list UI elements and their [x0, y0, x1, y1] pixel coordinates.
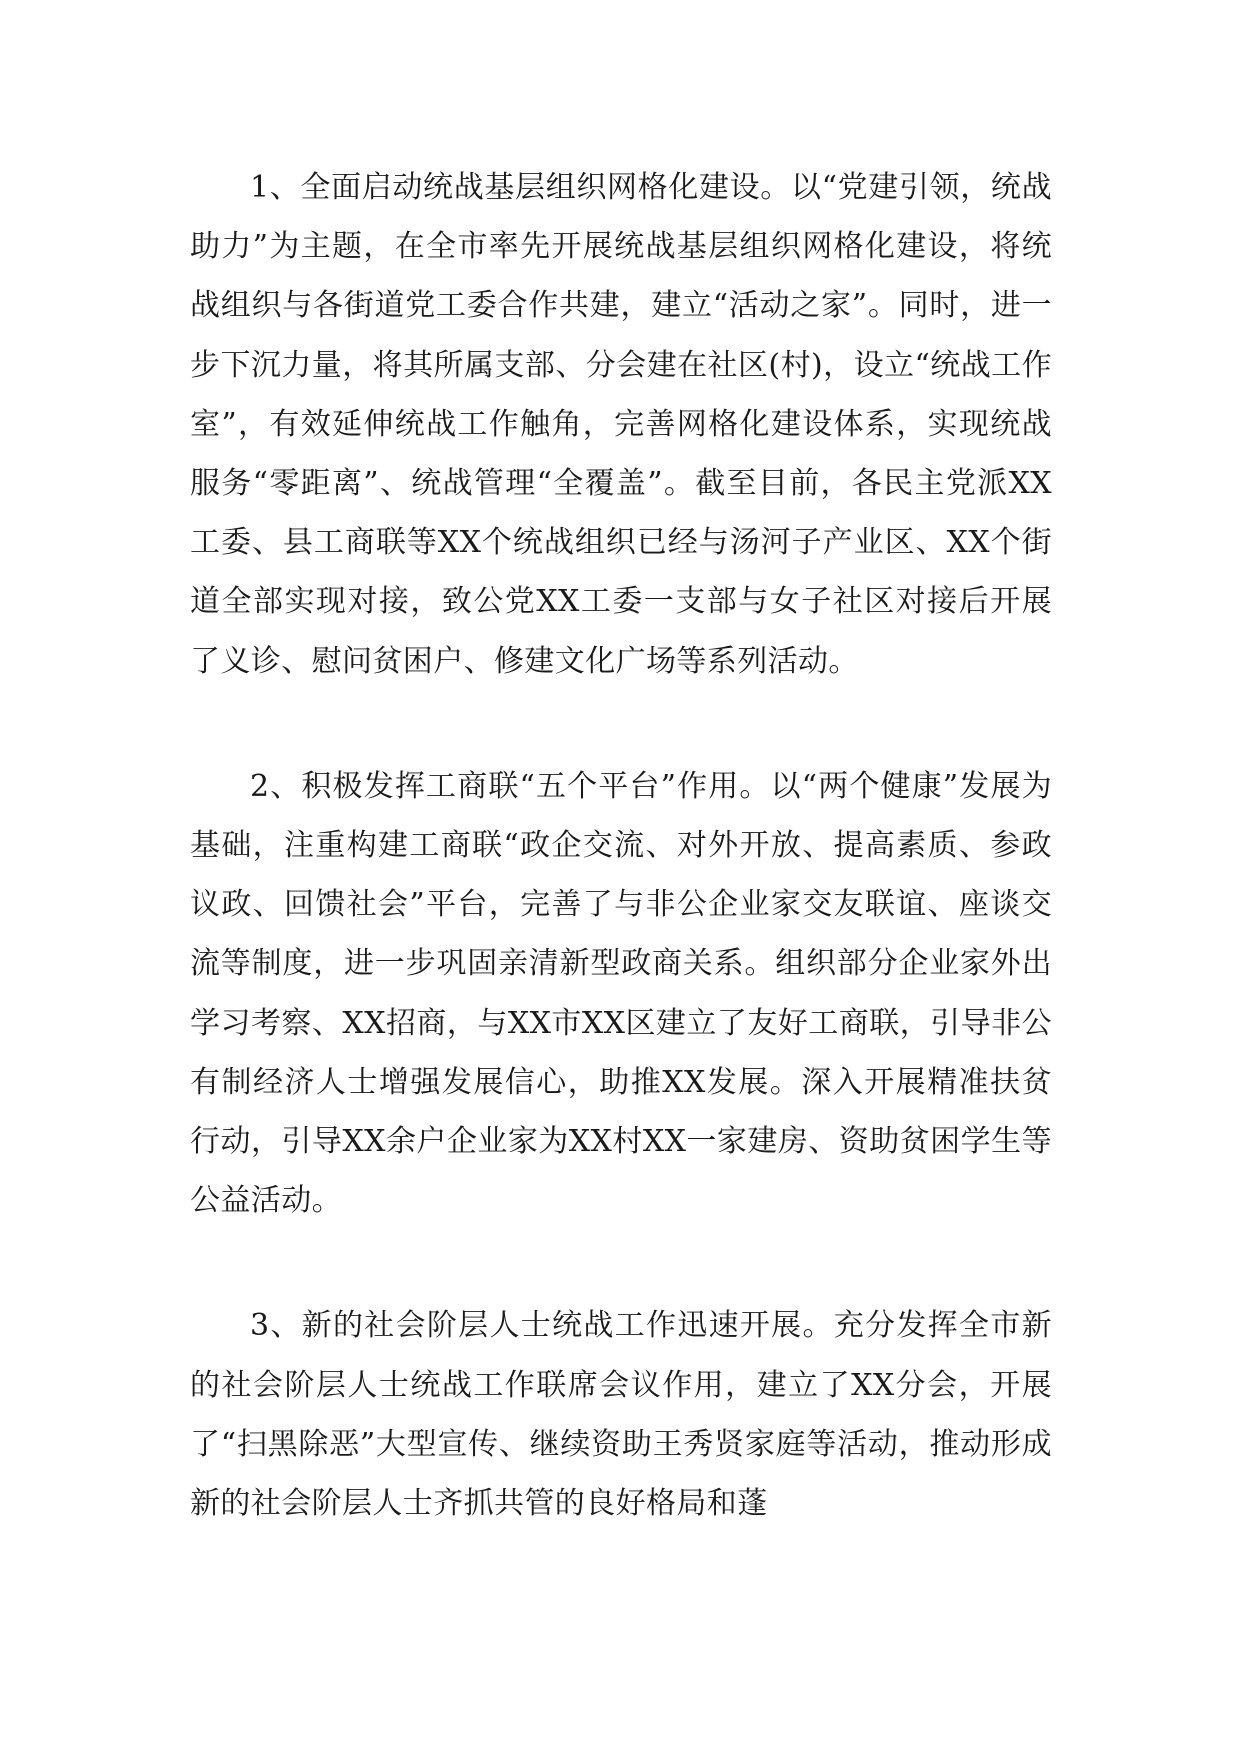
paragraph-3: 3、新的社会阶层人士统战工作迅速开展。充分发挥全市新的社会阶层人士统战工作联席会议作用，建立了XX分会，开展了“扫黑除恶”大型宣传、继续资助王秀贤家庭等活动，推动形成新的社会阶层人士齐抓共管的良好格局和蓬	[190, 1308, 1052, 1522]
paragraph-1: 1、全面启动统战基层组织网格化建设。以“党建引领，统战助力”为主题，在全市率先开展统战基层组织网格化建设，将统战组织与各街道党工委合作共建，建立“活动之家”。同时，进一步下沉力量，将其所属支部、分会建在社区(村)，设立“统战工作室”，有效延伸统战工作触角，完善网格化建设体系，实现统战服务“零距离”、统战管理“全覆盖”。截至目前，各民主党派XX工委、县工商联等XX个统战组织已经与汤河子产业区、XX个街道全部实现对接，致公党XX工委一支部与女子社区对接后开展了义诊、慰问贫困户、修建文化广场等系列活动。	[190, 170, 1052, 679]
document-body	[190, 158, 1052, 1533]
paragraph-2: 2、积极发挥工商联“五个平台”作用。以“两个健康”发展为基础，注重构建工商联“政企交流、对外开放、提高素质、参政议政、回馈社会”平台，完善了与非公企业家交友联谊、座谈交流等制度，进一步巩固亲清新型政商关系。组织部分企业家外出学习考察、XX招商，与XX市XX区建立了友好工商联，引导非公有制经济人士增强发展信心，助推XX发展。深入开展精准扶贫行动，引导XX余户企业家为XX村XX一家建房、资助贫困学生等公益活动。	[190, 768, 1052, 1219]
